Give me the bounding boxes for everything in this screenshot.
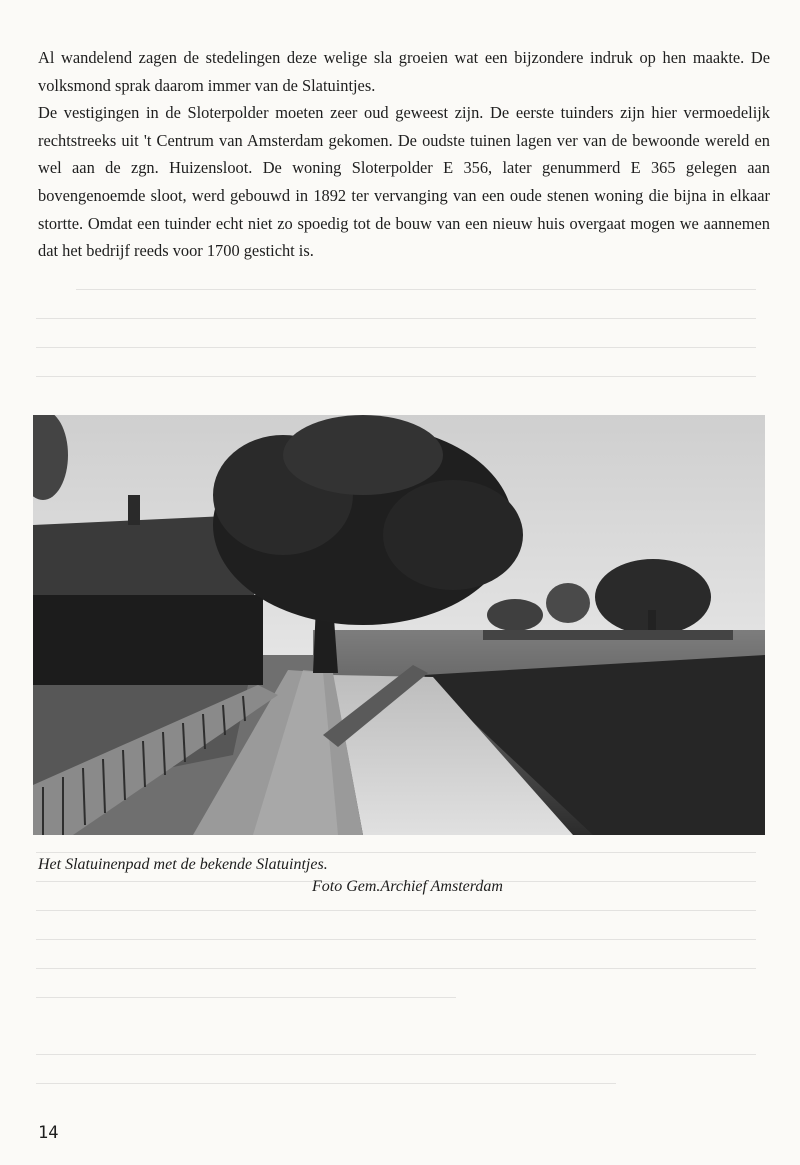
body-text bbox=[38, 44, 770, 265]
photo-illustration bbox=[33, 415, 765, 835]
caption-title: Het Slatuinenpad met de bekende Slatuintjes. bbox=[38, 856, 328, 873]
page-number: 14 bbox=[38, 1123, 59, 1143]
photo-caption bbox=[38, 854, 738, 898]
historic-photo-slatuinenpad bbox=[33, 415, 765, 835]
photo-credit: Foto Gem.Archief Amsterdam bbox=[312, 878, 503, 895]
paragraph-1: Al wandelend zagen de stedelingen deze welige sla groeien wat een bijzondere indruk op hen maakte. De volksmond sprak daarom immer van de Slatuintjes. bbox=[38, 48, 770, 95]
reverse-side-bleedthrough bbox=[36, 275, 766, 415]
paragraph-2: De vestigingen in de Sloterpolder moeten zeer oud geweest zijn. De eerste tuinders zijn hier vermoedelijk rechtstreeks uit 't Centrum van Amsterdam gekomen. De oudste tuinen lagen ver van de bewoonde wereld en wel aan de zgn. Huizensloot. De woning Sloterpolder E 356, later genummerd E 365 gelegen aan bovengenoemde sloot, werd gebouwd in 1892 ter vervanging van een oude stenen woning die bijna in elkaar stortte. Omdat een tuinder echt niet zo spoedig tot de bouw van een nieuw huis overgaat mogen we aannemen dat het bedrijf reeds voor 1700 gesticht is. bbox=[38, 103, 770, 261]
